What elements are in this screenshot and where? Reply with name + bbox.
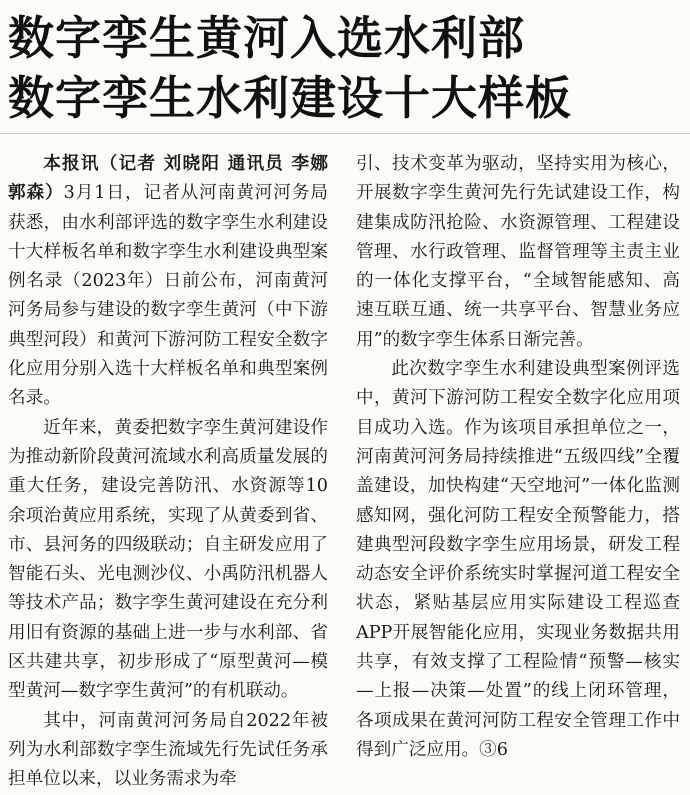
article-paragraph-4: 此次数字孪生水利建设典型案例评选中，黄河下游河防工程安全数字化应用项目成功入选。作为该项目承担单位之一，河南黄河河务局持续推进“五级四线”全覆盖建设，加快构建“天空地河”一体化监测感知网，强化河防工程安全预警能力，搭建典型河段数字孪生应用场景，研发工程动态安全评价系统实时掌握河道工程安全状态，紧贴基层应用实际建设工程巡查APP开展智能化应用，实现业务数据共用共享，有效支撑了工程险情“预警—核实—上报—决策—处置”的线上闭环管理，各项成果在黄河河防工程安全管理工作中得到广泛应用。③6 xyxy=(356,359,680,760)
article-paragraph-2: 近年来，黄委把数字孪生黄河建设作为推动新阶段黄河流域水利高质量发展的重大任务，建设完善防汛、水资源等10余项治黄应用系统，实现了从黄委到省、市、县河务的四级联动；自主研发应用了智能石头、光电测沙仪、小禹防汛机器人等技术产品；数字孪生黄河建设在充分利用旧有资源的基础上进一步与水利部、省区共建共享，初步形成了“原型黄河—模型黄河—数字孪生黄河”的有机联动。 xyxy=(8,417,328,702)
paragraph-1-text: 3月1日，记者从河南黄河河务局获悉，由水利部评选的数字孪生水利建设十大样板名单和数字孪生水利建设典型案例名录（2023年）日前公布，河南黄河河务局参与建设的数字孪生黄河（中下游典型河段）和黄河下游河防工程安全数字化应用分别入选十大样板名单和典型案例名录。 xyxy=(8,183,328,409)
article-paragraph-3-continued: 引、技术变革为驱动，坚持实用为核心，开展数字孪生黄河先行先试建设工作，构建集成防汛抢险、水资源管理、工程建设管理、水行政管理、监督管理等主责主业的一体化支撑平台，“全域智能感知、高速互联互通、统一共享平台、智慧业务应用”的数字孪生体系日渐完善。 xyxy=(356,154,680,350)
headline-line-1: 数字孪生黄河入选水利部 xyxy=(8,11,525,65)
headline-line-2: 数字孪生水利建设十大样板 xyxy=(8,71,572,125)
article-paragraph-1 xyxy=(8,150,328,414)
headline xyxy=(8,8,688,128)
article-column-left xyxy=(8,150,328,795)
article-column-right xyxy=(356,150,680,765)
byline: 本报讯（记者 刘晓阳 通讯员 李娜 郭森） xyxy=(8,154,328,204)
article-paragraph-3: 其中，河南黄河河务局自2022年被列为水利部数字孪生流域先行先试任务承担单位以来，以业务需求为牵 xyxy=(8,710,328,790)
divider xyxy=(0,133,690,134)
